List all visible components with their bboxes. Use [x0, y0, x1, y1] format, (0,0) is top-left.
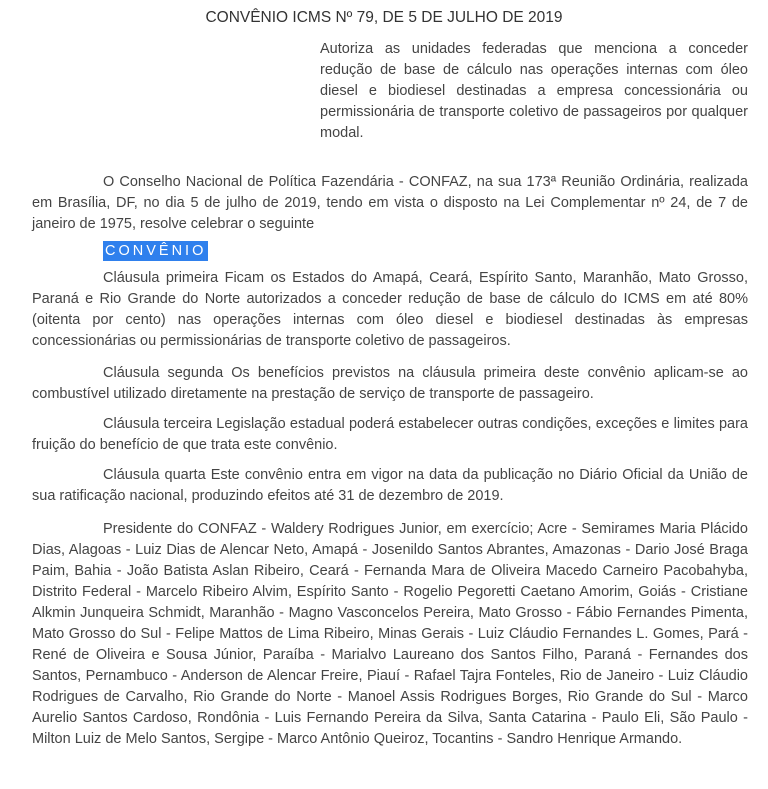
document-title: CONVÊNIO ICMS Nº 79, DE 5 DE JULHO DE 2019 [205, 9, 563, 26]
clause-fourth: Cláusula quarta Este convênio entra em vigor na data da publicação no Diário Oficial da União de sua ratificação nacional, produzindo efeitos até 31 de dezembro de 2019. [32, 467, 748, 504]
signatures-paragraph: Presidente do CONFAZ - Waldery Rodrigues Junior, em exercício; Acre - Semirames Maria Plácido Dias, Alagoas - Luiz Dias de Alencar Neto, Amapá - Josenildo Santos Abrantes, Amazonas - Dario José Braga Paim, Bahia - João Batista Aslan Ribeiro, Ceará - Fernanda Mara de Oliveira Macedo Carneiro Pacobahyba, Distrito Federal - Marcelo Ribeiro Alvim, Espírito Santo - Rogelio Pegoretti Caetano Amorim, Goiás - Cristiane Alkmin Junqueira Schmidt, Maranhão - Magno Vasconcelos Pereira, Mato Grosso - Fábio Fernandes Pimenta, Mato Grosso do Sul - Felipe Mattos de Lima Ribeiro, Minas Gerais - Luiz Cláudio Fernandes L. Gomes, Pará - René de Oliveira e Sousa Júnior, Paraíba - Marialvo Laureano dos Santos Filho, Paraná - Fernandes dos Santos, Pernambuco - Anderson de Alencar Freire, Piauí - Rafael Tajra Fonteles, Rio de Janeiro - Luiz Cláudio Rodrigues de Carvalho, Rio Grande do Norte - Manoel Assis Rodrigues Borges, Rio Grande do Sul - Marco Aurelio Santos Cardoso, Rondônia - Luis Fernando Pereira da Silva, Santa Catarina - Paulo Eli, São Paulo - Milton Luiz de Melo Santos, Sergipe - Marco Antônio Queiroz, Tocantins - Sandro Henrique Armando. [32, 521, 748, 747]
preamble-paragraph: O Conselho Nacional de Política Fazendária - CONFAZ, na sua 173ª Reunião Ordinária, realizada em Brasília, DF, no dia 5 de julho de 2019, tendo em vista o disposto na Lei Complementar nº 24, de 7 de janeiro de 1975, resolve celebrar o seguinte [32, 174, 748, 232]
ementa: Autoriza as unidades federadas que menciona a conceder redução de base de cálculo nas operações internas com óleo diesel e biodiesel destinadas a empresa concessionária ou permissionária de transporte coletivo de passageiros por qualquer modal. [320, 41, 748, 141]
convenio-heading-selected: CONVÊNIO [105, 243, 207, 259]
clause-first: Cláusula primeira Ficam os Estados do Amapá, Ceará, Espírito Santo, Maranhão, Mato Grosso, Paraná e Rio Grande do Norte autorizados a conceder redução de base de cálculo do ICMS em até 80% (oitenta por cento) nas operações internas com óleo diesel e biodiesel destinadas às empresas concessionárias ou permissionárias de transporte coletivo de passageiros. [32, 270, 748, 349]
clause-second: Cláusula segunda Os benefícios previstos na cláusula primeira deste convênio aplicam-se ao combustível utilizado diretamente na prestação de serviço de transporte de passageiro. [32, 365, 748, 402]
clause-third: Cláusula terceira Legislação estadual poderá estabelecer outras condições, exceções e limites para fruição do benefício de que trata este convênio. [32, 416, 748, 453]
